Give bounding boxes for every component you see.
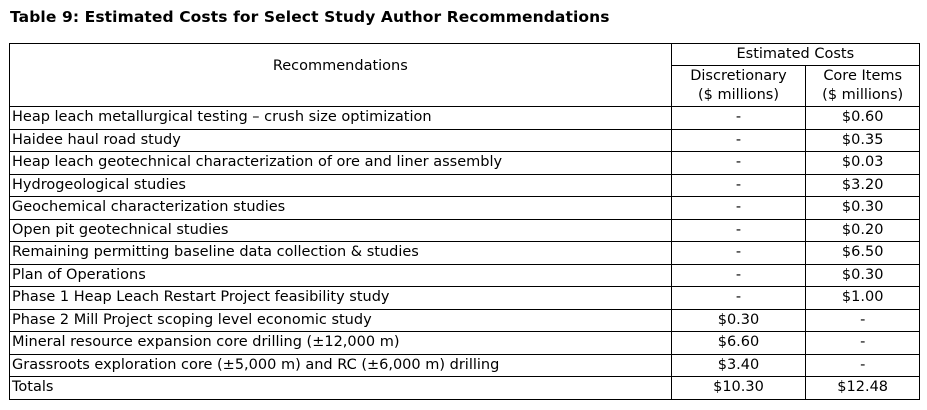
table-title: Table 9: Estimated Costs for Select Study Author Recommendations xyxy=(10,8,610,26)
cost-table xyxy=(9,43,920,400)
core-items-header-line1: Core Items xyxy=(823,68,903,84)
core-cell: $0.35 xyxy=(806,129,920,152)
table-row xyxy=(10,287,920,310)
core-cell: - xyxy=(806,332,920,355)
discretionary-header-line1: Discretionary xyxy=(690,68,787,84)
totals-discretionary: $10.30 xyxy=(671,377,806,400)
table-row xyxy=(10,219,920,242)
totals-row xyxy=(10,377,920,400)
recommendation-cell: Mineral resource expansion core drilling (±12,000 m) xyxy=(10,332,672,355)
table-row xyxy=(10,309,920,332)
core-cell: $3.20 xyxy=(806,174,920,197)
core-cell: $6.50 xyxy=(806,242,920,265)
recommendation-cell: Grassroots exploration core (±5,000 m) and RC (±6,000 m) drilling xyxy=(10,354,672,377)
core-cell: $1.00 xyxy=(806,287,920,310)
recommendation-cell: Open pit geotechnical studies xyxy=(10,219,672,242)
discretionary-cell: - xyxy=(671,129,806,152)
discretionary-cell: - xyxy=(671,242,806,265)
discretionary-cell: - xyxy=(671,174,806,197)
estimated-costs-header: Estimated Costs xyxy=(671,44,919,66)
discretionary-header-line2: ($ millions) xyxy=(697,87,779,103)
core-cell: - xyxy=(806,354,920,377)
table-row xyxy=(10,152,920,175)
core-cell: $0.30 xyxy=(806,197,920,220)
discretionary-header xyxy=(671,66,806,107)
discretionary-cell: - xyxy=(671,107,806,130)
core-cell: - xyxy=(806,309,920,332)
recommendation-cell: Remaining permitting baseline data collection & studies xyxy=(10,242,672,265)
table-row xyxy=(10,129,920,152)
recommendation-cell: Phase 2 Mill Project scoping level economic study xyxy=(10,309,672,332)
core-cell: $0.30 xyxy=(806,264,920,287)
discretionary-cell: - xyxy=(671,219,806,242)
discretionary-cell: - xyxy=(671,152,806,175)
core-cell: $0.03 xyxy=(806,152,920,175)
table-row xyxy=(10,354,920,377)
totals-label: Totals xyxy=(10,377,672,400)
table-row xyxy=(10,107,920,130)
table-row xyxy=(10,332,920,355)
core-items-header xyxy=(806,66,920,107)
recommendation-cell: Heap leach geotechnical characterization of ore and liner assembly xyxy=(10,152,672,175)
core-items-header-line2: ($ millions) xyxy=(822,87,904,103)
discretionary-cell: - xyxy=(671,197,806,220)
totals-core: $12.48 xyxy=(806,377,920,400)
core-cell: $0.60 xyxy=(806,107,920,130)
discretionary-cell: - xyxy=(671,287,806,310)
recommendation-cell: Haidee haul road study xyxy=(10,129,672,152)
table-row xyxy=(10,174,920,197)
table-row xyxy=(10,242,920,265)
recommendation-cell: Geochemical characterization studies xyxy=(10,197,672,220)
discretionary-cell: $3.40 xyxy=(671,354,806,377)
discretionary-cell: $6.60 xyxy=(671,332,806,355)
discretionary-cell: - xyxy=(671,264,806,287)
discretionary-cell: $0.30 xyxy=(671,309,806,332)
recommendation-cell: Heap leach metallurgical testing – crush size optimization xyxy=(10,107,672,130)
table-row xyxy=(10,197,920,220)
table-row xyxy=(10,264,920,287)
core-cell: $0.20 xyxy=(806,219,920,242)
recommendation-cell: Plan of Operations xyxy=(10,264,672,287)
recommendations-header: Recommendations xyxy=(10,44,672,107)
recommendation-cell: Hydrogeological studies xyxy=(10,174,672,197)
recommendation-cell: Phase 1 Heap Leach Restart Project feasibility study xyxy=(10,287,672,310)
